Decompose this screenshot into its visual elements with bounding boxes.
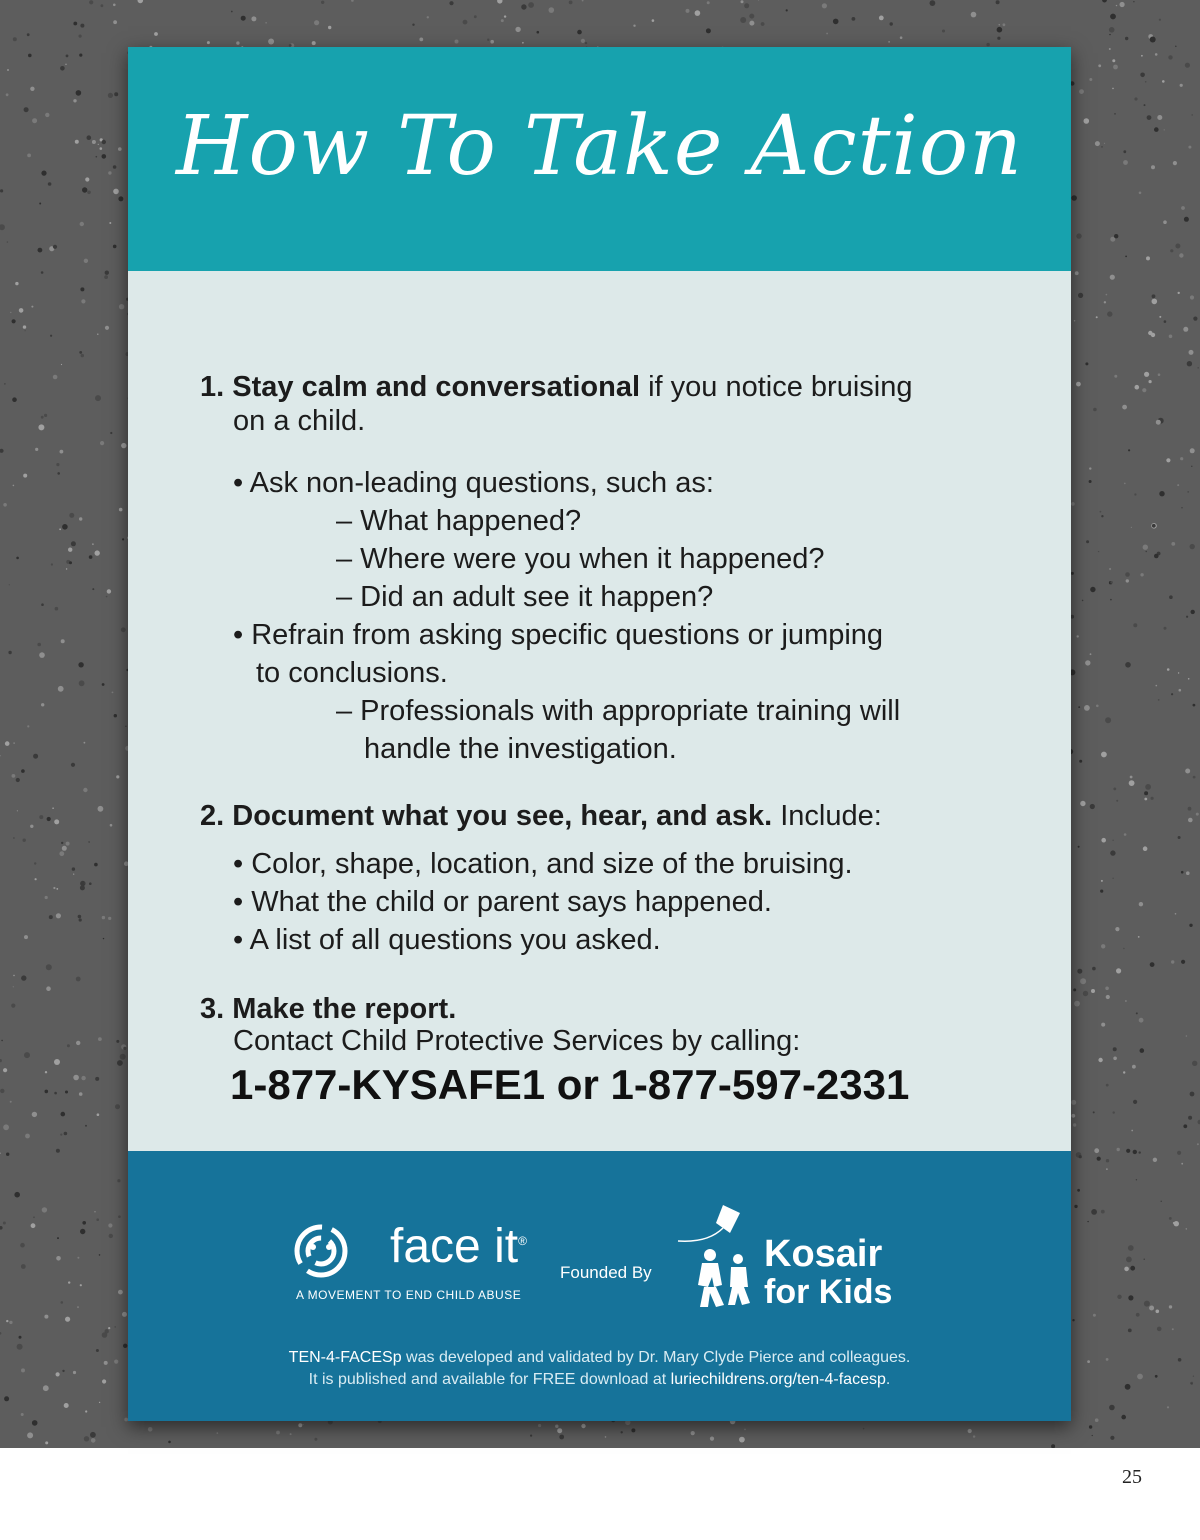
credit-line-1-rest: was developed and validated by Dr. Mary Clyde Pierce and colleagues. [401,1349,911,1366]
step3-heading [200,993,456,1026]
logo-row [128,1211,1071,1321]
step2-heading [200,800,882,833]
step2-bold: Document what you see, hear, and ask. [232,800,773,832]
step3-contact-line: Contact Child Protective Services by calling: [233,1025,801,1057]
card-content [128,271,1071,1151]
professionals-item: – Professionals with appropriate training will [336,695,901,727]
face-it-tagline: A MOVEMENT TO END CHILD ABUSE [296,1288,522,1302]
card-header [128,47,1071,271]
download-link[interactable]: luriechildrens.org/ten-4-facesp [670,1371,886,1388]
hotline-phone-numbers: 1-877-KYSAFE1 or 1-877-597-2331 [230,1061,910,1108]
professionals-item-cont: handle the investigation. [364,733,677,765]
step1-bullet-questions: • Ask non-leading questions, such as: [233,467,714,499]
credit-line-2 [128,1369,1071,1391]
credit-line-2-rest: It is published and available for FREE download at [308,1371,671,1388]
kosair-name-line1: Kosair [764,1233,883,1275]
face-it-registered-mark: ® [518,1234,527,1248]
page-title: How To Take Action [176,99,1023,194]
step1-number: 1. [200,371,225,403]
document-item: • A list of all questions you asked. [233,924,661,956]
step1-heading [200,371,912,404]
card-footer [128,1151,1071,1421]
question-item: – Where were you when it happened? [336,543,825,575]
kosair-kite-children-icon [668,1203,768,1313]
step3-bold: Make the report. [232,993,457,1025]
step1-continuation: on a child. [233,405,366,437]
face-it-wordmark [390,1219,527,1274]
credit-line-1 [128,1347,1071,1369]
step1-bullet-refrain: • Refrain from asking specific questions or jumping [233,619,884,651]
page-number: 25 [1122,1466,1142,1488]
founded-by-label: Founded By [560,1263,652,1282]
question-item: – Did an adult see it happen? [336,581,714,613]
face-it-name: face it [390,1220,519,1273]
ten4-faces-name: TEN-4-FACESp [288,1349,402,1366]
action-card [128,47,1071,1421]
step2-number: 2. [200,800,225,832]
step1-bold: Stay calm and conversational [232,371,641,403]
document-item: • What the child or parent says happened. [233,886,772,918]
credit-line-2-end: . [885,1371,891,1388]
face-it-logo-icon [293,1223,349,1279]
step2-rest: Include: [772,800,882,832]
kosair-name-line2: for Kids [764,1273,893,1311]
step1-rest: if you notice bruising [640,371,913,403]
step3-number: 3. [200,993,225,1025]
step1-bullet-refrain-cont: to conclusions. [256,657,448,689]
credits-text [128,1347,1071,1391]
question-item: – What happened? [336,505,582,537]
document-item: • Color, shape, location, and size of the bruising. [233,848,853,880]
